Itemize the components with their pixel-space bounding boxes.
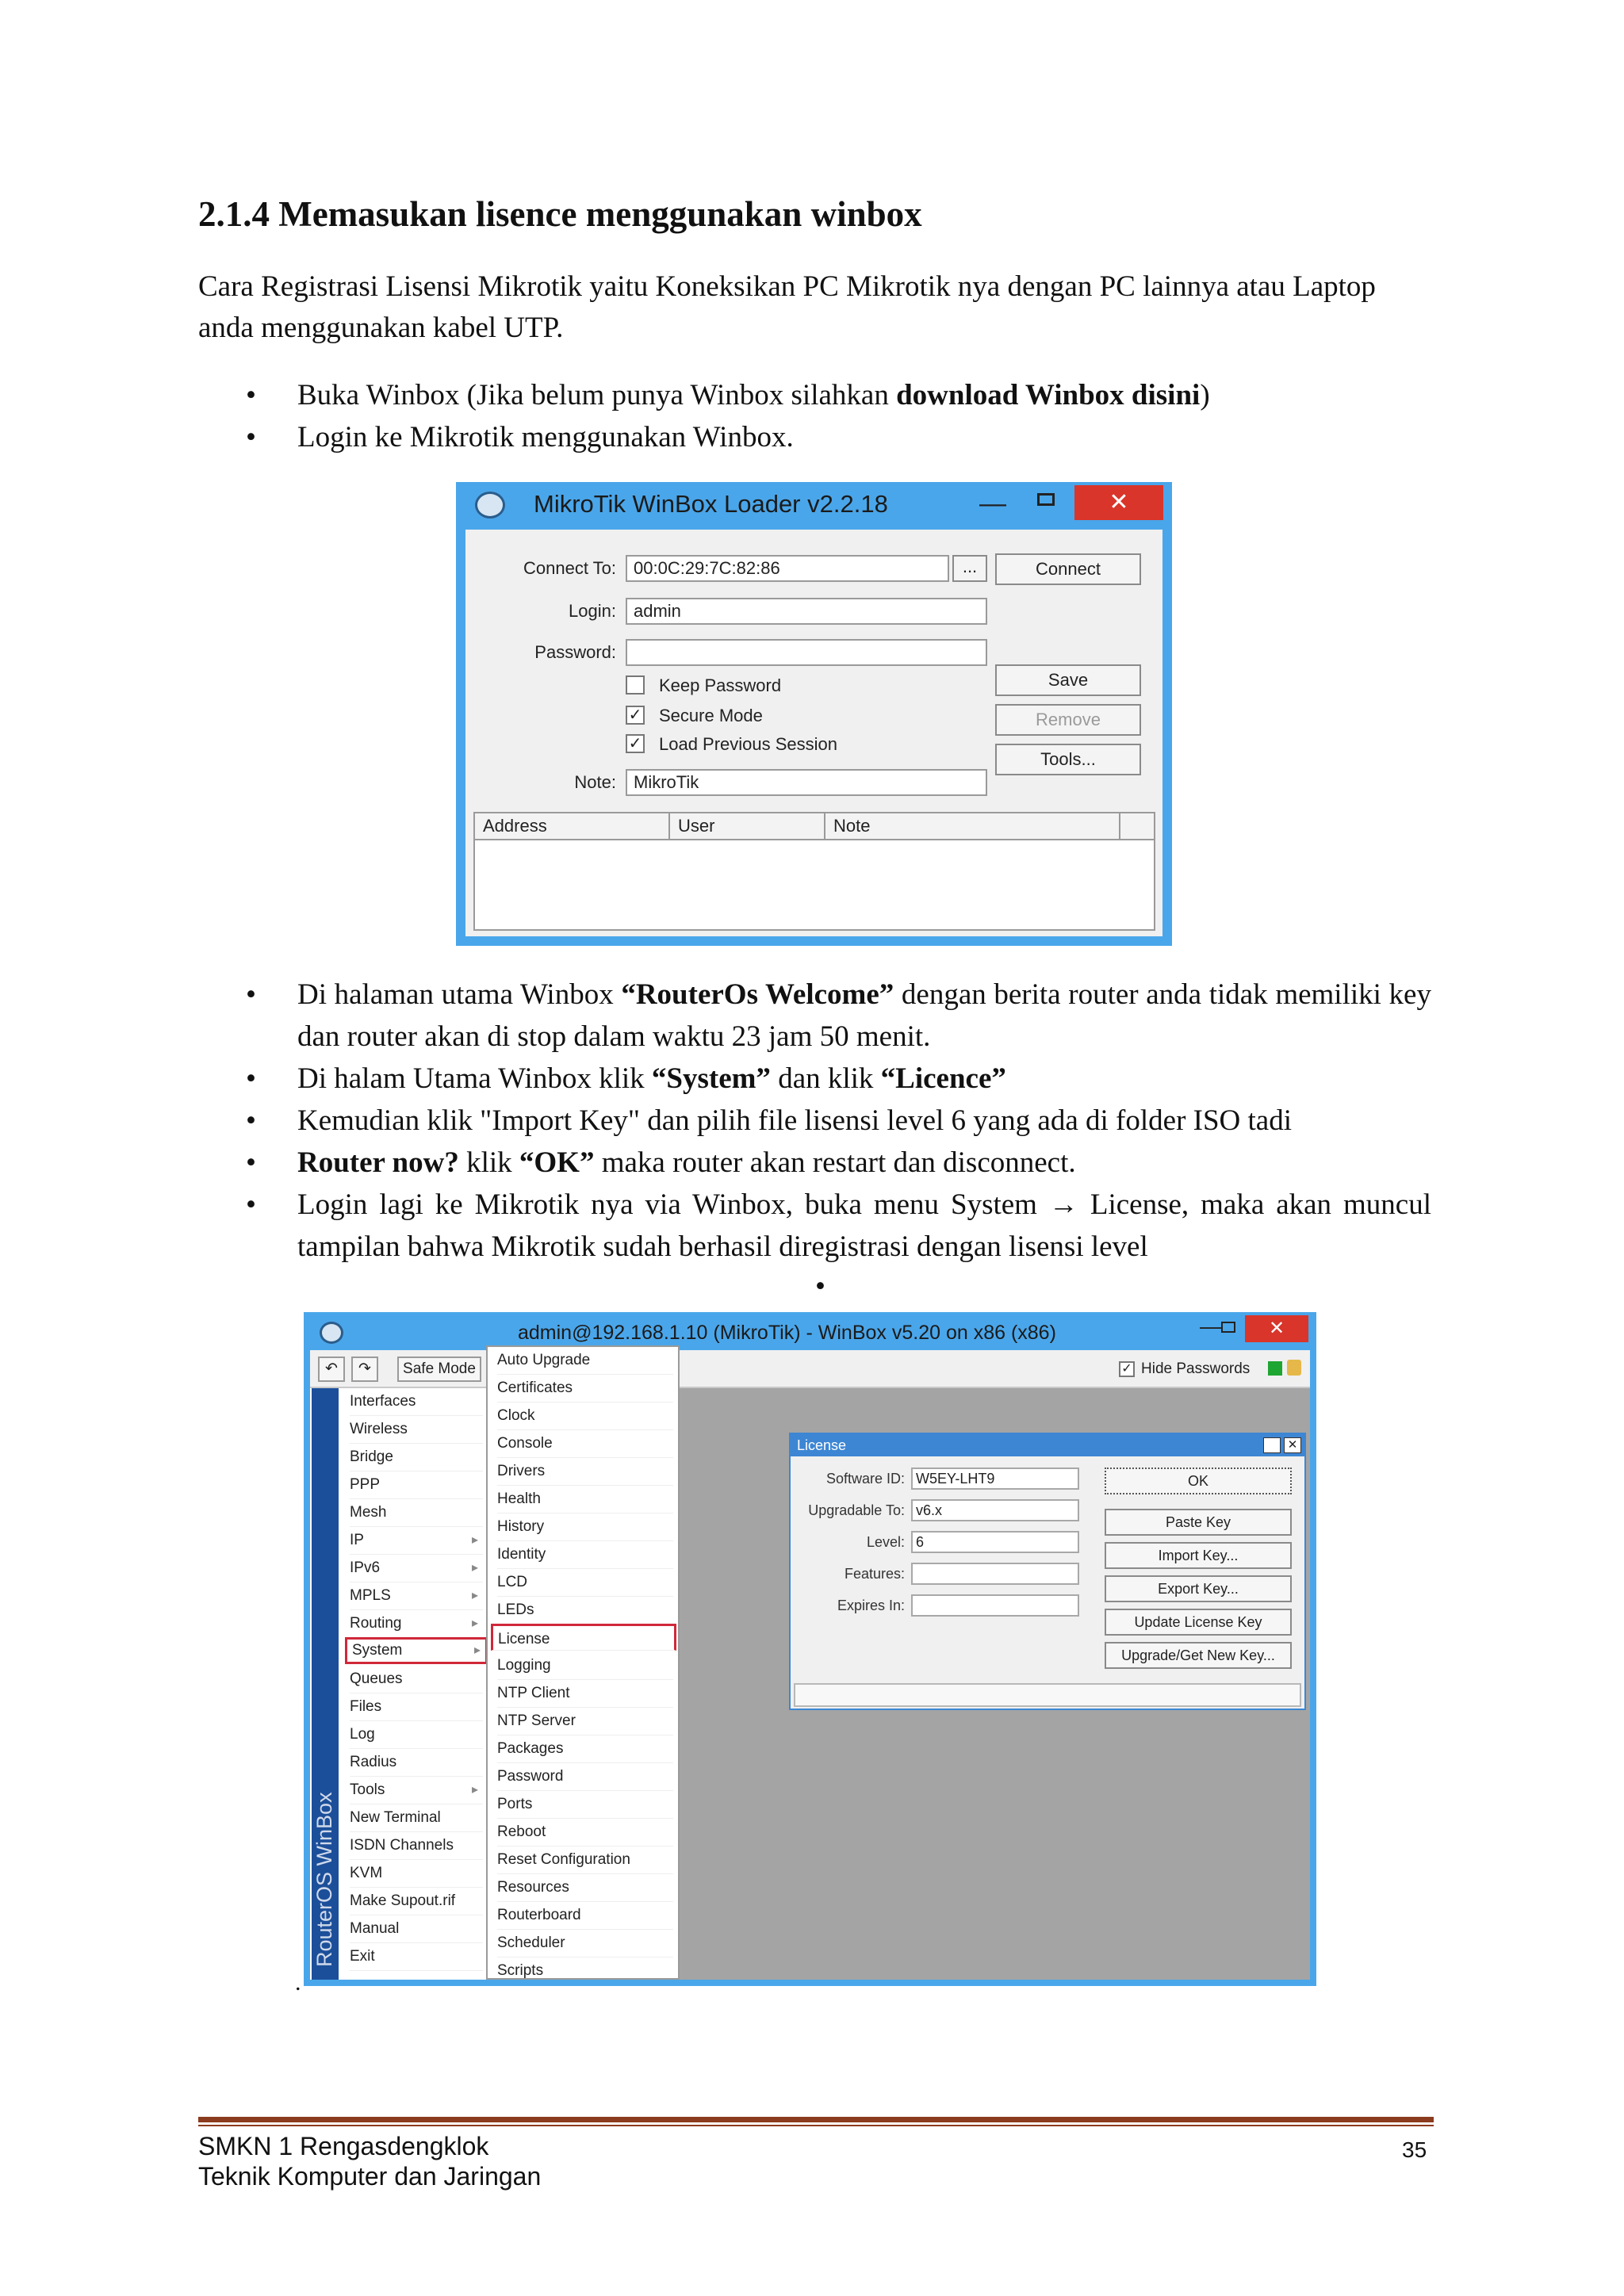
submenu-item-identity[interactable]: Identity xyxy=(497,1541,673,1569)
table-header xyxy=(475,813,1154,840)
upgrade-get-new-key-button[interactable]: Upgrade/Get New Key... xyxy=(1105,1642,1292,1669)
footer-text xyxy=(198,2131,541,2191)
license-title: License xyxy=(797,1437,847,1453)
keep-password-checkbox[interactable] xyxy=(626,675,645,695)
lock-icon xyxy=(1287,1360,1301,1376)
system-submenu xyxy=(486,1345,680,1980)
submenu-item-resources[interactable]: Resources xyxy=(497,1874,673,1902)
hide-passwords-label: Hide Passwords xyxy=(1141,1360,1251,1377)
level-label: Level: xyxy=(866,1534,905,1550)
winbox-app-icon xyxy=(475,492,505,519)
winbox-client-area xyxy=(310,1350,1310,1980)
arrow-right-icon: → xyxy=(1048,1188,1078,1221)
column-note[interactable]: Note xyxy=(825,813,1120,839)
import-key-button[interactable]: Import Key... xyxy=(1105,1542,1292,1569)
vertical-brand-strip xyxy=(312,1388,339,1980)
sidebar-item-routing[interactable]: Routing ▸ xyxy=(350,1610,483,1638)
browse-button[interactable]: ... xyxy=(952,555,987,582)
upgradable-to-label: Upgradable To: xyxy=(808,1502,905,1518)
section-heading: 2.1.4 Memasukan lisence menggunakan winbox xyxy=(198,194,922,234)
footer-rule-thin xyxy=(198,2125,1434,2126)
upgradable-to-field[interactable]: v6.x xyxy=(911,1499,1079,1521)
sidebar-item-exit[interactable]: Exit xyxy=(350,1943,483,1971)
close-icon[interactable]: ✕ xyxy=(1245,1315,1308,1342)
minimize-icon[interactable]: — xyxy=(979,488,1006,519)
license-maximize-icon[interactable] xyxy=(1263,1437,1281,1453)
sidebar-item-files[interactable]: Files xyxy=(350,1693,483,1721)
connect-to-field[interactable]: 00:0C:29:7C:82:86 xyxy=(626,555,949,582)
license-close-icon[interactable]: ✕ xyxy=(1284,1437,1301,1453)
save-button[interactable]: Save xyxy=(995,664,1141,696)
sidebar-item-tools[interactable]: Tools ▸ xyxy=(350,1777,483,1804)
bullet-icon: • xyxy=(246,379,256,411)
submenu-item-ports[interactable]: Ports xyxy=(497,1791,673,1819)
license-dialog xyxy=(789,1433,1306,1710)
bullet-login: • Login ke Mikrotik menggunakan Winbox. xyxy=(198,416,1431,458)
chevron-right-icon: ▸ xyxy=(471,1589,478,1602)
submenu-item-logging[interactable]: Logging xyxy=(497,1652,673,1680)
chevron-right-icon: ▸ xyxy=(471,1617,478,1630)
tools-button[interactable]: Tools... xyxy=(995,744,1141,775)
submenu-item-auto-upgrade[interactable]: Auto Upgrade xyxy=(497,1347,673,1375)
login-field[interactable]: admin xyxy=(626,598,987,625)
bullet-icon: • xyxy=(246,421,256,453)
features-label: Features: xyxy=(844,1566,905,1582)
software-id-label: Software ID: xyxy=(825,1471,905,1487)
sidebar-item-make-supout[interactable]: Make Supout.rif xyxy=(350,1888,483,1915)
sidebar-item-kvm[interactable]: KVM xyxy=(350,1860,483,1888)
load-previous-checkbox[interactable]: ✓ xyxy=(626,734,645,753)
loader-titlebar[interactable] xyxy=(456,482,1172,530)
note-field[interactable]: MikroTik xyxy=(626,769,987,796)
bullet-icon: • xyxy=(246,1146,256,1179)
maximize-icon[interactable] xyxy=(1221,1322,1235,1333)
chevron-right-icon: ▸ xyxy=(471,1783,478,1797)
submenu-item-drivers[interactable]: Drivers xyxy=(497,1458,673,1486)
sidebar-item-ip[interactable]: IP ▸ xyxy=(350,1527,483,1555)
license-titlebar[interactable] xyxy=(791,1434,1304,1456)
page-number: 35 xyxy=(1402,2137,1427,2162)
sidebar-item-wireless[interactable]: Wireless xyxy=(350,1416,483,1444)
sidebar-item-mesh[interactable]: Mesh xyxy=(350,1499,483,1527)
chevron-right-icon: ▸ xyxy=(471,1561,478,1575)
license-status-bar xyxy=(794,1683,1301,1707)
password-field[interactable] xyxy=(626,639,987,666)
sidebar-menu xyxy=(310,1388,494,1980)
winbox-main-window xyxy=(304,1312,1316,1986)
bullet-icon: • xyxy=(246,1062,256,1095)
bullet-icon: • xyxy=(246,978,256,1011)
sidebar-item-log[interactable]: Log xyxy=(350,1721,483,1749)
note-label: Note: xyxy=(574,772,616,792)
sidebar-item-interfaces[interactable]: Interfaces xyxy=(350,1388,483,1416)
expires-in-label: Expires In: xyxy=(837,1598,905,1613)
submenu-item-lcd[interactable]: LCD xyxy=(497,1569,673,1597)
sidebar-item-new-terminal[interactable]: New Terminal xyxy=(350,1804,483,1832)
winbox-toolbar xyxy=(310,1350,1310,1388)
connect-button[interactable]: Connect xyxy=(995,553,1141,585)
submenu-item-password[interactable]: Password xyxy=(497,1763,673,1791)
download-winbox-link[interactable]: download Winbox disini xyxy=(896,379,1201,411)
password-label: Password: xyxy=(534,642,616,662)
sidebar-item-radius[interactable]: Radius xyxy=(350,1749,483,1777)
connect-to-label: Connect To: xyxy=(523,558,616,578)
submenu-item-scheduler[interactable]: Scheduler xyxy=(497,1930,673,1957)
sessions-table[interactable] xyxy=(473,812,1155,931)
submenu-item-ntp-server[interactable]: NTP Server xyxy=(497,1708,673,1735)
submenu-item-routerboard[interactable]: Routerboard xyxy=(497,1902,673,1930)
loader-client-area xyxy=(465,530,1162,936)
level-field[interactable]: 6 xyxy=(911,1531,1079,1553)
bullet-open-winbox: • Buka Winbox (Jika belum punya Winbox silahkan download Winbox disini) xyxy=(198,374,1431,416)
submenu-item-packages[interactable]: Packages xyxy=(497,1735,673,1763)
sidebar-item-bridge[interactable]: Bridge xyxy=(350,1444,483,1471)
winbox-loader-window xyxy=(456,482,1172,946)
bullet-system-licence: • Di halam Utama Winbox klik “System” dan klik “Licence” xyxy=(198,1058,1431,1100)
chevron-right-icon: ▸ xyxy=(473,1644,481,1657)
software-id-field[interactable]: W5EY-LHT9 xyxy=(911,1468,1079,1490)
submenu-item-certificates[interactable]: Certificates xyxy=(497,1375,673,1402)
submenu-item-reset-configuration[interactable]: Reset Configuration xyxy=(497,1846,673,1874)
load-previous-label: Load Previous Session xyxy=(659,734,838,754)
features-field[interactable] xyxy=(911,1563,1079,1585)
submenu-item-ntp-client[interactable]: NTP Client xyxy=(497,1680,673,1708)
submenu-item-history[interactable]: History xyxy=(497,1513,673,1541)
sidebar-item-manual[interactable]: Manual xyxy=(350,1915,483,1943)
secure-mode-label: Secure Mode xyxy=(659,706,763,725)
submenu-item-console[interactable]: Console xyxy=(497,1430,673,1458)
secure-mode-checkbox[interactable]: ✓ xyxy=(626,706,645,725)
bullet-list-1 xyxy=(198,374,1431,458)
winbox-app-icon xyxy=(320,1322,343,1344)
update-license-key-button[interactable]: Update License Key xyxy=(1105,1609,1292,1636)
close-icon[interactable]: ✕ xyxy=(1074,485,1163,520)
intro-paragraph: Cara Registrasi Lisensi Mikrotik yaitu Koneksikan PC Mikrotik nya dengan PC lainnya atau Laptop anda menggunakan kabel UTP. xyxy=(198,270,1376,344)
empty-bullet: • xyxy=(815,1270,825,1303)
column-address[interactable]: Address xyxy=(475,813,670,839)
status-green-icon xyxy=(1268,1361,1282,1376)
remove-button[interactable]: Remove xyxy=(995,704,1141,736)
submenu-item-clock[interactable]: Clock xyxy=(497,1402,673,1430)
expires-in-field[interactable] xyxy=(911,1594,1079,1617)
safe-mode-button[interactable]: Safe Mode xyxy=(397,1357,481,1382)
sidebar-item-system[interactable]: System ▸ xyxy=(345,1637,488,1664)
submenu-item-scripts[interactable]: Scripts xyxy=(497,1957,673,1980)
bullet-import-key: • Kemudian klik "Import Key" dan pilih file lisensi level 6 yang ada di folder ISO tadi xyxy=(198,1100,1431,1142)
footer-school: SMKN 1 Rengasdengklok xyxy=(198,2132,489,2160)
hide-passwords-checkbox[interactable]: ✓ xyxy=(1119,1361,1135,1377)
bullet-icon: • xyxy=(246,1188,256,1221)
keep-password-label: Keep Password xyxy=(659,675,782,695)
paste-key-button[interactable]: Paste Key xyxy=(1105,1509,1292,1536)
footer-department: Teknik Komputer dan Jaringan xyxy=(198,2162,542,2191)
column-user[interactable]: User xyxy=(670,813,825,839)
export-key-button[interactable]: Export Key... xyxy=(1105,1575,1292,1602)
footer-rule-thick xyxy=(198,2117,1434,2122)
minimize-icon[interactable]: — xyxy=(1200,1314,1222,1338)
sidebar-item-isdn-channels[interactable]: ISDN Channels xyxy=(350,1832,483,1860)
submenu-item-leds[interactable]: LEDs xyxy=(497,1597,673,1624)
submenu-item-license[interactable]: License xyxy=(491,1624,676,1651)
submenu-item-reboot[interactable]: Reboot xyxy=(497,1819,673,1846)
login-label: Login: xyxy=(569,601,616,621)
routeros-winbox-label: RouterOS WinBox xyxy=(312,1792,336,1967)
loader-title: MikroTik WinBox Loader v2.2.18 xyxy=(534,490,888,518)
sidebar-item-mpls[interactable]: MPLS ▸ xyxy=(350,1582,483,1610)
submenu-item-health[interactable]: Health xyxy=(497,1486,673,1513)
stray-dot: . xyxy=(295,1969,301,1996)
sidebar-item-ipv6[interactable]: IPv6 ▸ xyxy=(350,1555,483,1582)
sidebar-item-ppp[interactable]: PPP xyxy=(350,1471,483,1499)
bullet-router-now: • Router now? klik “OK” maka router akan restart dan disconnect. xyxy=(198,1142,1431,1184)
bullet-login-again: • Login lagi ke Mikrotik nya via Winbox, buka menu System → License, maka akan muncul tampilan bahwa Mikrotik sudah berhasil diregistrasi dengan lisensi level xyxy=(198,1184,1431,1268)
chevron-right-icon: ▸ xyxy=(471,1533,478,1547)
ok-button[interactable]: OK xyxy=(1105,1468,1292,1494)
bullet-icon: • xyxy=(246,1104,256,1137)
sidebar-item-queues[interactable]: Queues xyxy=(350,1666,483,1693)
maximize-icon[interactable] xyxy=(1037,493,1055,506)
bullet-routeros-welcome: • Di halaman utama Winbox “RouterOs Welcome” dengan berita router anda tidak memiliki key dan router akan di stop dalam waktu 23 jam 50 menit. xyxy=(198,974,1431,1058)
redo-icon[interactable]: ↷ xyxy=(351,1357,378,1382)
undo-icon[interactable]: ↶ xyxy=(318,1357,345,1382)
bullet-list-2 xyxy=(198,974,1431,1268)
winbox-title: admin@192.168.1.10 (MikroTik) - WinBox v5.20 on x86 (x86) xyxy=(518,1322,1056,1344)
